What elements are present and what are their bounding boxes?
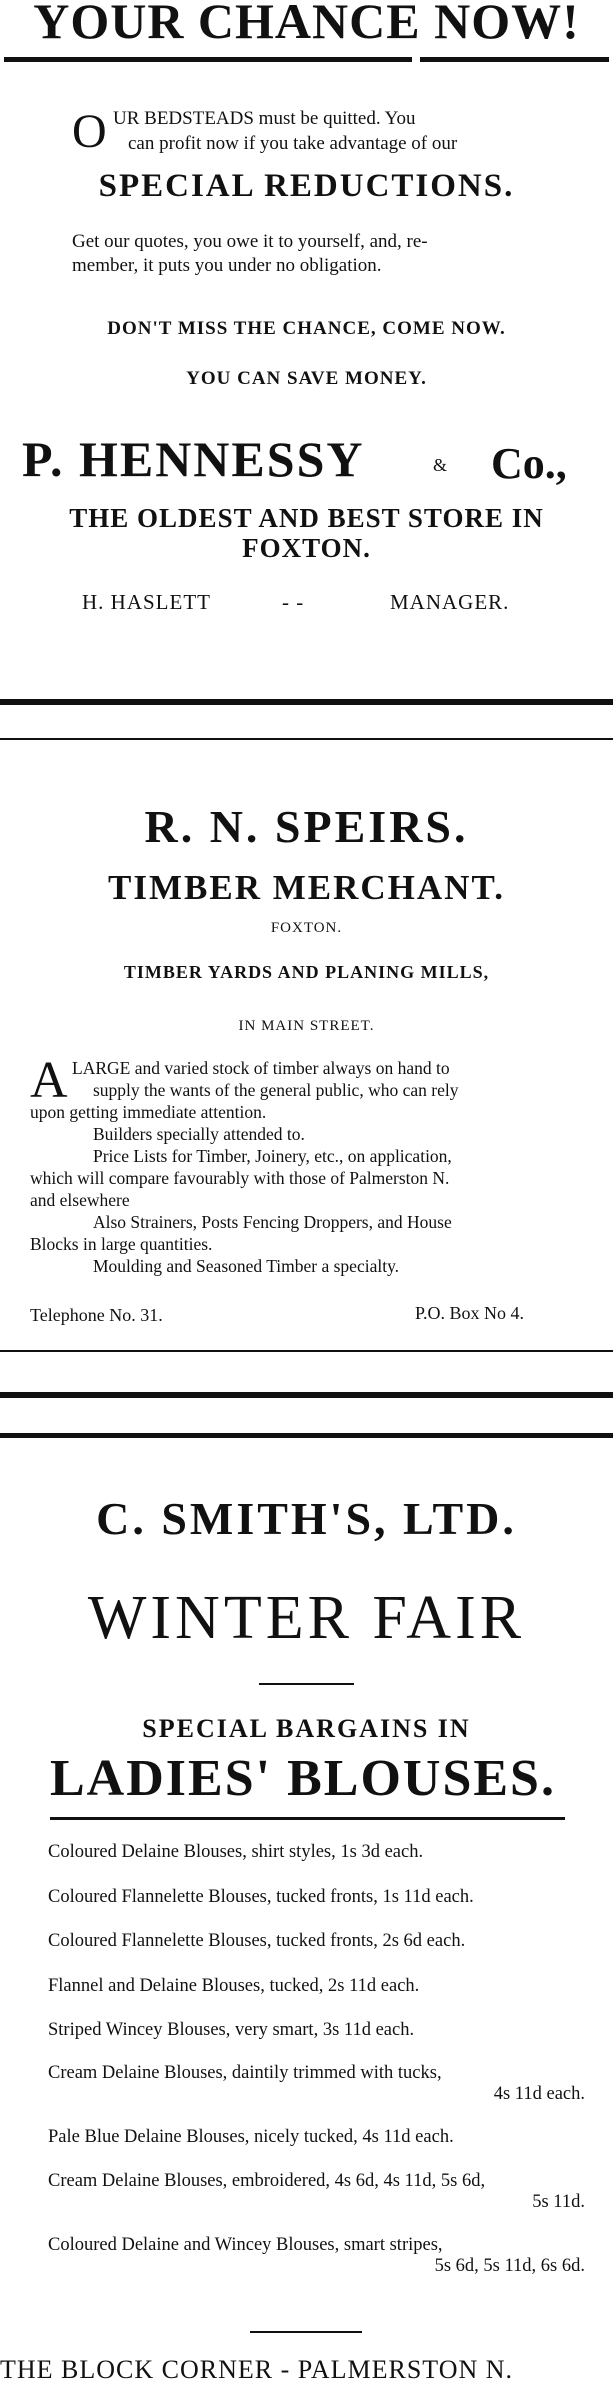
price-item: Coloured Flannelette Blouses, tucked fronts, 1s 11d each.: [48, 1887, 474, 1907]
divider-rule: [420, 57, 609, 62]
column-separator: [0, 1433, 613, 1438]
price-item: Cream Delaine Blouses, embroidered, 4s 6d, 4s 11d, 5s 6d,: [48, 2171, 486, 2191]
headline: YOUR CHANCE NOW!: [33, 0, 580, 49]
short-divider: [250, 2331, 362, 2333]
paragraph-line: Builders specially attended to.: [93, 1124, 305, 1144]
trade-title: TIMBER MERCHANT.: [108, 868, 505, 907]
paragraph-line: supply the wants of the general public, who can rely: [93, 1080, 459, 1100]
divider-rule: [4, 57, 412, 62]
price-item-continued: 4s 11d each.: [493, 2084, 585, 2104]
drop-cap: A: [30, 1052, 68, 1109]
price-item-continued: 5s 6d, 5s 11d, 6s 6d.: [434, 2256, 585, 2276]
short-divider: [259, 1683, 354, 1685]
paragraph-line: Blocks in large quantities.: [30, 1234, 213, 1254]
po-box: P.O. Box No 4.: [415, 1303, 525, 1323]
call-to-action: YOU CAN SAVE MONEY.: [186, 368, 427, 389]
footer-address: THE BLOCK CORNER - PALMERSTON N.: [0, 2355, 514, 2384]
tagline: FOXTON.: [242, 533, 371, 563]
quote-line: member, it puts you under no obligation.: [72, 255, 382, 276]
timber-yards: TIMBER YARDS AND PLANING MILLS,: [123, 962, 490, 982]
paragraph-line: LARGE and varied stock of timber always on hand to: [72, 1058, 450, 1078]
price-item: Cream Delaine Blouses, daintily trimmed with tucks,: [48, 2063, 442, 2083]
paragraph-line: Also Strainers, Posts Fencing Droppers, and House: [93, 1212, 452, 1232]
paragraph-line: and elsewhere: [30, 1190, 130, 1210]
paragraph-line: Moulding and Seasoned Timber a specialty.: [93, 1256, 400, 1276]
manager-title: MANAGER.: [390, 590, 510, 614]
column-separator: [0, 699, 613, 705]
firm-name: R. N. SPEIRS.: [144, 801, 469, 852]
column-separator: [0, 1350, 613, 1352]
heading-underline: [50, 1817, 565, 1820]
drop-cap: O: [72, 105, 107, 158]
paragraph-line: which will compare favourably with those of Palmerston N.: [30, 1168, 450, 1188]
price-item: Coloured Delaine and Wincey Blouses, smart stripes,: [48, 2235, 443, 2255]
column-separator: [0, 1392, 613, 1398]
subhead: SPECIAL REDUCTIONS.: [98, 168, 515, 204]
ampersand-glyph: &: [433, 455, 448, 475]
paragraph-line: Price Lists for Timber, Joinery, etc., on application,: [93, 1146, 452, 1166]
column-separator: [0, 738, 613, 740]
paragraph-line: upon getting immediate attention.: [30, 1102, 267, 1122]
manager-dashes: - -: [282, 590, 305, 614]
intro-line: can profit now if you take advantage of our: [128, 133, 458, 154]
firm-name: C. SMITH'S, LTD.: [96, 1493, 517, 1544]
price-item-continued: 5s 11d.: [532, 2192, 585, 2212]
blouses-heading: LADIES' BLOUSES.: [50, 1750, 556, 1807]
manager-name: H. HASLETT: [82, 590, 211, 614]
price-item: Pale Blue Delaine Blouses, nicely tucked, 4s 11d each.: [48, 2127, 454, 2147]
firm-name: P. HENNESSY: [22, 431, 365, 487]
firm-company: Co.,: [491, 439, 567, 488]
call-to-action: DON'T MISS THE CHANCE, COME NOW.: [107, 318, 506, 339]
price-item: Coloured Flannelette Blouses, tucked fronts, 2s 6d each.: [48, 1931, 466, 1951]
price-item: Striped Wincey Blouses, very smart, 3s 11d each.: [48, 2020, 415, 2040]
price-item: Coloured Delaine Blouses, shirt styles, 1s 3d each.: [48, 1842, 424, 1862]
tagline: THE OLDEST AND BEST STORE IN: [69, 503, 544, 533]
street: IN MAIN STREET.: [238, 1018, 375, 1034]
telephone: Telephone No. 31.: [30, 1305, 163, 1325]
bargains-heading: SPECIAL BARGAINS IN: [142, 1714, 471, 1743]
intro-line: UR BEDSTEADS must be quitted. You: [113, 108, 416, 129]
event-title: WINTER FAIR: [87, 1584, 526, 1652]
price-item: Flannel and Delaine Blouses, tucked, 2s 11d each.: [48, 1976, 420, 1996]
quote-line: Get our quotes, you owe it to yourself, and, re-: [72, 231, 428, 252]
town: FOXTON.: [270, 920, 343, 936]
